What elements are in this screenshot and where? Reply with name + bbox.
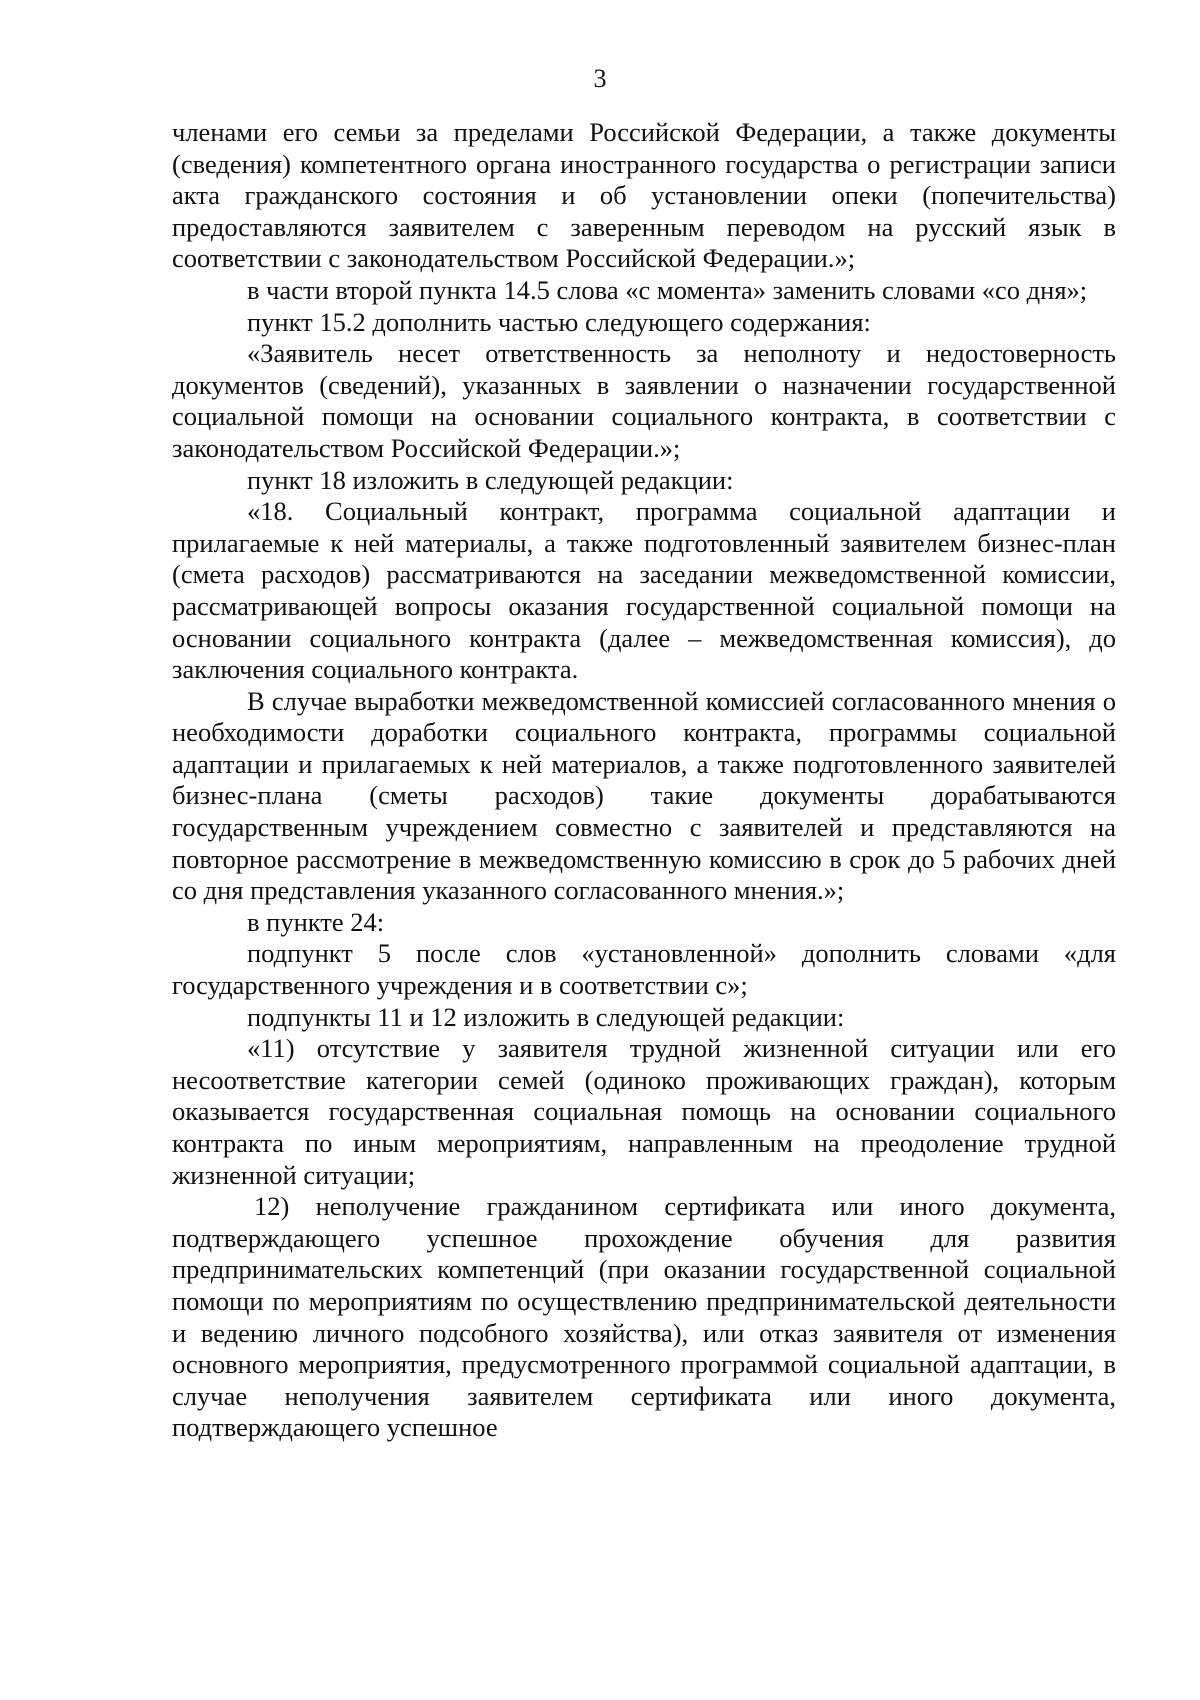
paragraph: пункт 15.2 дополнить частью следующего содержания:: [247, 306, 871, 337]
document-body: [172, 117, 1116, 1444]
paragraph: в пункте 24:: [247, 906, 385, 937]
paragraph: пункт 18 изложить в следующей редакции:: [247, 464, 734, 495]
paragraph: «18. Социальный контракт, программа социальной адаптации и прилагаемые к ней материалы, а также подготовленный заявителем бизнес-план (смета расходов) рассматриваются на заседании межведомственной комиссии, рассматривающей вопросы оказания государственной социальной помощи на основании социального контракта (далее – межведомственная комиссия), до заключения социального контракта.: [172, 496, 1116, 685]
paragraph: подпункт 5 после слов «установленной» дополнить словами «для государственного учреждения и в соответствии с»;: [172, 938, 1116, 1001]
paragraph: членами его семьи за пределами Российской Федерации, а также документы (сведения) компетентного органа иностранного государства о регистрации записи акта гражданского состояния и об установлении опеки (попечительства) предоставляются заявителем с заверенным переводом на русский язык в соответствии с законодательством Российской Федерации.»;: [172, 117, 1116, 274]
paragraph: «Заявитель несет ответственность за неполноту и недостоверность документов (сведений), указанных в заявлении о назначении государственной социальной помощи на основании социального контракта, в соответствии с законодательством Российской Федерации.»;: [172, 338, 1116, 463]
paragraph: подпункты 11 и 12 изложить в следующей редакции:: [247, 1001, 845, 1032]
page-number: 3: [593, 64, 607, 93]
paragraph: в части второй пункта 14.5 слова «с момента» заменить словами «со дня»;: [247, 274, 1088, 305]
paragraph: 12) неполучение гражданином сертификата или иного документа, подтверждающего успешное прохождение обучения для развития предпринимательских компетенций (при оказании государственной социальной помощи по мероприятиям по осуществлению предпринимательской деятельности и ведению личного подсобного хозяйства), или отказ заявителя от изменения основного мероприятия, предусмотренного программой социальной адаптации, в случае неполучения заявителем сертификата или иного документа, подтверждающего успешное: [172, 1191, 1116, 1443]
paragraph: «11) отсутствие у заявителя трудной жизненной ситуации или его несоответствие категории семей (одиноко проживающих граждан), которым оказывается государственная социальная помощь на основании социального контракта по иным мероприятиям, направленным на преодоление трудной жизненной ситуации;: [172, 1033, 1116, 1190]
paragraph: В случае выработки межведомственной комиссией согласованного мнения о необходимости доработки социального контракта, программы социальной адаптации и прилагаемых к ней материалов, а также подготовленного заявителей бизнес-плана (сметы расходов) такие документы дорабатываются государственным учреждением совместно с заявителей и представляются на повторное рассмотрение в межведомственную комиссию в срок до 5 рабочих дней со дня представления указанного согласованного мнения.»;: [172, 685, 1116, 906]
